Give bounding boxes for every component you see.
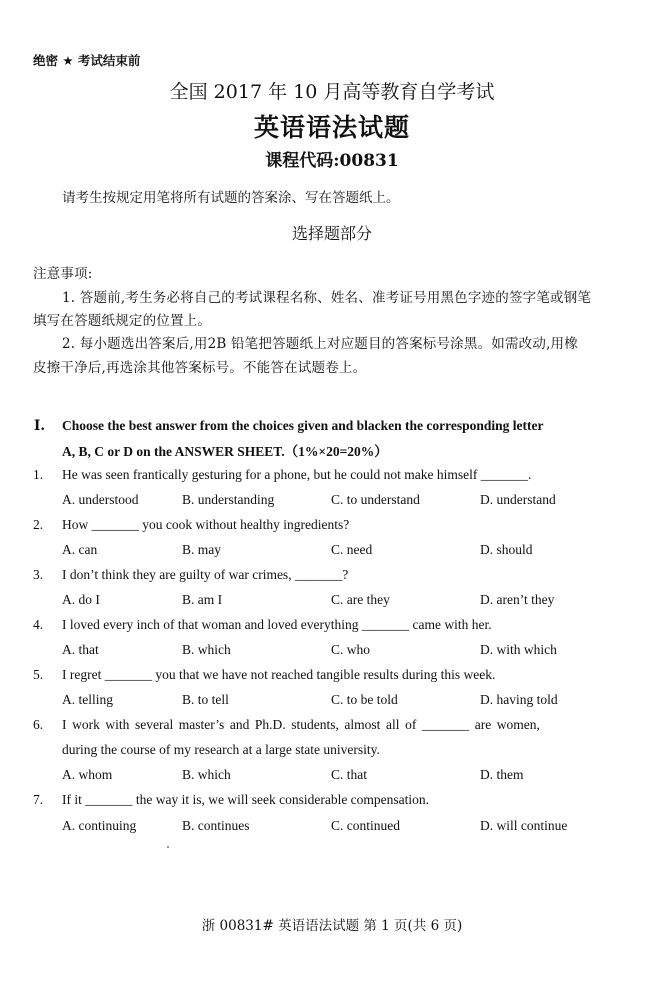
option-a: A. continuing [62,818,137,833]
part-number: I. [34,418,46,434]
option-a: A. whom [62,767,113,782]
option-a: A. that [62,642,99,657]
option-d: D. having told [480,692,558,707]
question-number: 3. [33,567,44,582]
question-text: He was seen frantically gesturing for a phone, but he could not make himself _______. [62,467,532,482]
question-text: I work with several master’s and Ph.D. students, almost all of _______ are women, [62,717,540,732]
option-d: D. with which [480,642,557,657]
option-c: C. need [331,542,373,557]
note-item-1: 1. 答题前,考生务必将自己的考试课程名称、姓名、准考证号用黑色字迹的签字笔或钢笔 [62,290,592,306]
question-text: How _______ you cook without healthy ingredients? [62,517,350,532]
scan-speck [167,846,169,848]
question-number: 4. [33,617,44,632]
question-text: I don’t think they are guilty of war crimes, _______? [62,567,349,582]
part-instruction: Choose the best answer from the choices given and blacken the corresponding letter [62,418,544,433]
question-number: 5. [33,667,44,682]
option-d: D. understand [480,492,556,507]
option-c: C. continued [331,818,400,833]
option-c: C. who [331,642,371,657]
question-number: 2. [33,517,44,532]
course-code: 课程代码:00831 [265,151,399,171]
option-a: A. understood [62,492,139,507]
question-text: I regret _______ you that we have not reached tangible results during this week. [62,667,496,682]
option-a: A. can [62,542,98,557]
section-heading: 选择题部分 [291,224,372,243]
part-instruction-cont: A, B, C or D on the ANSWER SHEET.（1%×20=20%） [62,444,388,459]
subject-title: 英语语法试题 [253,113,410,142]
note-item-1-cont: 填写在答题纸规定的位置上。 [33,313,212,329]
question-text: I loved every inch of that woman and loved everything _______ came with her. [62,617,492,632]
option-b: B. may [182,542,221,557]
option-b: B. which [182,642,231,657]
general-instruction: 请考生按规定用笔将所有试题的答案涂、写在答题纸上。 [62,190,400,206]
notes-title: 注意事项: [33,266,93,282]
option-c: C. that [331,767,367,782]
option-c: C. are they [331,592,390,607]
option-b: B. understanding [182,492,275,507]
option-d: D. aren’t they [480,592,555,607]
question-number: 6. [33,717,44,732]
question-number: 7. [33,792,44,807]
option-d: D. should [480,542,533,557]
confidential-label: 绝密 ★ 考试结束前 [33,53,141,68]
question-text: If it _______ the way it is, we will seek considerable compensation. [62,792,430,807]
option-b: B. which [182,767,231,782]
option-b: B. am I [182,592,223,607]
option-a: A. telling [62,692,113,707]
note-item-2: 2. 每小题选出答案后,用2B 铅笔把答题纸上对应题目的答案标号涂黑。如需改动,用橡 [62,336,578,352]
exam-title: 全国 2017 年 10 月高等教育自学考试 [169,81,495,103]
option-a: A. do I [62,592,100,607]
option-c: C. to understand [331,492,420,507]
note-item-2-cont: 皮擦干净后,再选涂其他答案标号。不能答在试题卷上。 [33,360,367,376]
option-b: B. to tell [182,692,229,707]
question-number: 1. [33,467,44,482]
page-footer: 浙 00831# 英语语法试题 第 1 页(共 6 页) [201,918,463,934]
question-text-cont: during the course of my research at a large state university. [62,742,380,757]
option-c: C. to be told [331,692,398,707]
option-d: D. them [480,767,524,782]
option-d: D. will continue [480,818,568,833]
option-b: B. continues [182,818,250,833]
